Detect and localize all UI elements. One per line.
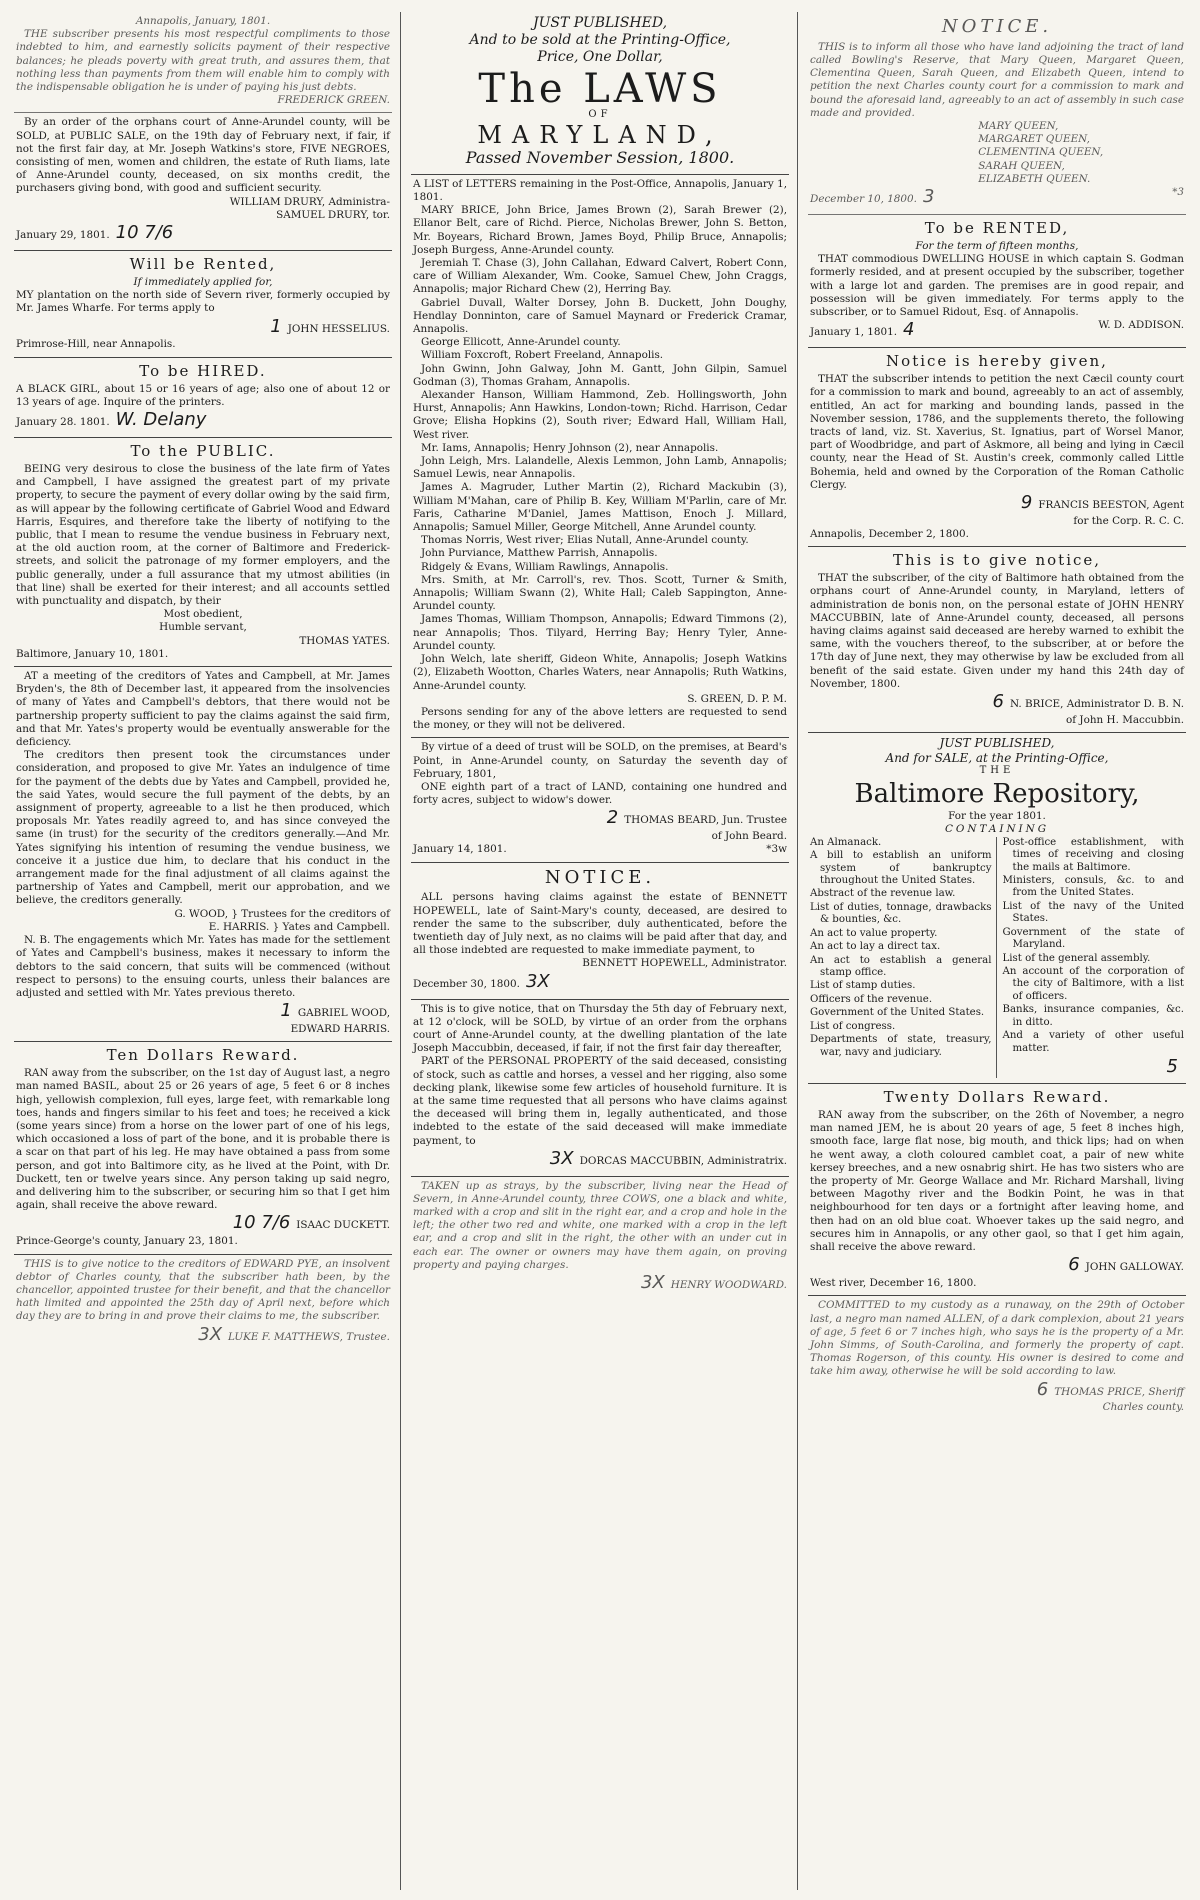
handwritten-mark: 5: [1166, 1056, 1178, 1078]
list-item: Gabriel Duvall, Walter Dorsey, John B. Duckett, John Doughy, Hendlay Donninton, care of Samuel Maynard or Frederick Cramar, Annapolis.: [413, 296, 787, 336]
handwritten-mark: 3X: [198, 1323, 223, 1345]
signature: G. WOOD, } Trustees for the creditors of: [174, 907, 390, 920]
ad-heading: NOTICE.: [941, 16, 1053, 37]
ad-paragraph: This is to give notice, that on Thursday the 5th day of February next, at 12 o'clock, will be SOLD, by virtue of an order from the orphans court of Anne-Arundel county, at the dwelling plantation of the late Joseph Maccubbin, deceased, if fair, if not the first fair day thereafter,: [413, 1002, 787, 1055]
ad-body: THE subscriber presents his most respectful compliments to those indebted to him, and earnestly solicits payment of their respective balances; he pleads poverty with great truth, and assures them, that nothing less than payments from them will enable him to comply with the indispensable obligation he is under of paying his just debts.: [16, 28, 390, 94]
list-item: List of the general assembly.: [1002, 952, 1151, 964]
ad-heading: To be HIRED.: [139, 361, 267, 380]
handwritten-mark: 10 7/6: [115, 222, 174, 244]
code: *3: [1172, 186, 1184, 199]
signature: SAMUEL DRURY, tor.: [276, 208, 390, 221]
date-row: [810, 319, 1184, 342]
ad-body: MY plantation on the north side of Severn river, formerly occupied by Mr. James Wharfe. For terms apply to: [16, 289, 390, 315]
contents-list: [810, 837, 1184, 1078]
line: OF: [588, 109, 612, 121]
list-item: Post-office establishment, with times of receiving and closing the mails at Baltimore.: [1002, 836, 1184, 873]
signature-row: [16, 316, 390, 339]
place: Primrose-Hill, near Annapolis.: [16, 338, 176, 351]
ad-queen: [808, 12, 1186, 215]
date: January 28. 1801.: [16, 416, 110, 429]
line: THE: [979, 764, 1015, 776]
list-item: John Leigh, Mrs. Lalandelle, Alexis Lemmon, John Lamb, Annapolis; Samuel Lewis, near Annapolis.: [413, 455, 787, 481]
signature-list: [810, 120, 1184, 186]
ad-body: TAKEN up as strays, by the subscriber, living near the Head of Severn, in Anne-Arundel county, three COWS, one a black and white, marked with a crop and slit in the right ear, and a crop and hole in the left; the other two red and white, one marked with a crop in the left ear, and a crop and slit in the right, the other with an under cut in each ear. The owner or owners may have them again, on proving property and paying charges.: [413, 1179, 787, 1271]
list-item: John Welch, late sheriff, Gideon White, Annapolis; Joseph Watkins (2), Elizabeth Wootton, Charles Waters, near Annapolis; Ruth Watkins, Anne-Arundel county.: [413, 653, 787, 692]
signature: GABRIEL WOOD,: [297, 1007, 390, 1020]
handwritten-mark: 2: [606, 807, 619, 829]
ad-heading: Ten Dollars Reward.: [106, 1046, 300, 1065]
title: The LAWS: [478, 66, 722, 113]
handwritten-mark: 1: [270, 315, 282, 337]
ad-drury: [14, 113, 392, 250]
ad-paragraph: N. B. The engagements which Mr. Yates has made for the settlement of Yates and Campbell's business, makes it necessary to inform the debtors to the said concern, that suits will be commenced (without respect to persons) to the ensuing courts, unless their balances are adjusted and settled with Mr. Yates previous thereto.: [16, 934, 390, 999]
date-row: [810, 186, 1184, 209]
signature: S. GREEN, D. P. M.: [687, 692, 787, 705]
ad-body: THAT commodious DWELLING HOUSE in which captain S. Godman formerly resided, and at present occupied by the subscriber, together with a large lot and garden. The premises are in good repair, and possession will be given immediately. For terms apply to the subscriber, or to Samuel Ridout, Esq. of Annapolis.: [810, 253, 1184, 319]
signature: HENRY WOODWARD.: [670, 1279, 787, 1292]
ad-body: THAT the subscriber, of the city of Baltimore hath obtained from the orphans court of Anne-Arundel county, in Maryland, letters of administration de bonis non, on the personal estate of JOHN HENRY MACCUBBIN, late of Anne-Arundel county, deceased, all persons having claims against said deceased are hereby warned to exhibit the same, with the vouchers thereof, to the subscriber, at or before the 17th day of June next, they may otherwise by law be excluded from all benefit of the said estate. Given under my hand this 24th day of November, 1800.: [810, 572, 1184, 690]
ad-heading: To be RENTED,: [924, 218, 1070, 237]
signature: of John Beard.: [711, 830, 787, 843]
ad-body: THIS is to inform all those who have land adjoining the tract of land called Bowling's Reserve, that Mary Queen, Margaret Queen, Clementina Queen, Sarah Queen, and Elizabeth Queen, intend to petition the next Charles county court for a commission to mark and bound the aforesaid land, agreeably to an act of assembly in such case made and provided.: [810, 40, 1184, 119]
date: December 10, 1800.: [810, 193, 917, 206]
list-item: John Gwinn, John Galway, John M. Gantt, John Gilpin, Samuel Godman (3), Thomas Graham, Annapolis.: [413, 362, 787, 388]
ad-yates: [14, 438, 392, 667]
ad-paragraph: AT a meeting of the creditors of Yates and Campbell, at Mr. James Bryden's, the 8th of December last, it appeared from the insolvencies of many of Yates and Campbell's debtors, that there would not be partnership property sufficient to pay the claims against the said firm, and that Mr. Yates's property would be eventually answerable for the deficiency.: [16, 670, 390, 749]
handwritten-mark: 3X: [640, 1272, 665, 1294]
signature: WILLIAM DRURY, Administra-: [229, 195, 390, 208]
title: Baltimore Repository,: [854, 778, 1140, 809]
closing: Most obedient,: [163, 608, 243, 621]
signature-row: [16, 1212, 390, 1235]
column-middle: [411, 12, 798, 1890]
signature: SARAH QUEEN,: [978, 159, 1065, 172]
signature-row: [413, 1272, 787, 1295]
list-item: An act to lay a direct tax.: [810, 941, 941, 953]
list-item: Alexander Hanson, William Hammond, Zeb. Hollingsworth, John Hurst, Annapolis; Ann Hawkins, London-town; Richd. Harrison, Cedar Grove; Elisha Hopkins (2), South river; Edward Hall, William Hall, West river.: [413, 389, 787, 441]
line: Price, One Dollar,: [537, 48, 663, 65]
handwritten-mark: 6: [992, 691, 1004, 713]
session: Passed November Session, 1800.: [465, 148, 735, 168]
ad-paragraph: PART of the PERSONAL PROPERTY of the said deceased, consisting of stock, such as cattle and horses, a vessel and her rigging, also some decking plank, likewise some few articles of household furniture. It is at the same time requested that all persons who have claims against the deceased will bring them in, legally authenticated, and those indebted to the estate of the said deceased will make immediate payment, to: [413, 1055, 787, 1147]
ad-body: THAT the subscriber intends to petition the next Cæcil county court for a commission to mark and bound, agreeably to an act of assembly, entitled, An act for marking and bounding lands, passed in the November session, 1786, and the supplements thereto, the following tracts of land, viz. St. Xaverius, St. Ignatius, part of Worsel Manor, part of Woodbridge, and part of Askmore, all being and lying in Cæcil county, near the Head of St. Austin's creek, commonly called Little Bohemia, held and owned by the Corporation of the Roman Catholic Clergy.: [810, 373, 1184, 491]
list-item: William Foxcroft, Robert Freeland, Annapolis.: [421, 349, 664, 362]
signature: ELIZABETH QUEEN.: [978, 172, 1091, 185]
list-item: Thomas Norris, West river; Elias Nutall, Anne-Arundel county.: [421, 534, 749, 547]
signature: N. BRICE, Administrator D. B. N.: [1010, 698, 1184, 711]
signature: FREDERICK GREEN.: [277, 94, 390, 107]
handwritten-mark: W. Delany: [115, 409, 207, 431]
line: JUST PUBLISHED,: [939, 736, 1055, 751]
date: January 1, 1801.: [810, 326, 898, 339]
list-item: List of congress.: [810, 1020, 896, 1032]
signature: LUKE F. MATTHEWS, Trustee.: [228, 1330, 390, 1343]
ad-creditors: [14, 667, 392, 1042]
ad-body: RAN away from the subscriber, on the 1st day of August last, a negro man named BASIL, about 25 or 26 years of age, 5 feet 6 or 8 inches high, yellowish complexion, full eyes, large feet, with remarkable long toes, hands and fingers similar to his feet and toes; he received a kick (some years since) from a horse on the lower part of one of his legs, which occasioned a loss of part of the bone, and it is probable there is a scar on that part of his leg. He may have obtained a pass from some person, and got into Baltimore city, as he lived at the Point, with Dr. Duckett, ten or twelve years since. Any person taking up said negro, and delivering him to the subscriber, or securing him so that I get him again, shall receive the above reward.: [16, 1067, 390, 1212]
date-row: [16, 222, 390, 245]
place: Prince-George's county, January 23, 1801.: [16, 1235, 238, 1248]
handwritten-mark: 3X: [549, 1147, 574, 1169]
handwritten-mark: 1: [280, 1000, 292, 1022]
date-row: [16, 409, 390, 432]
ad-duckett: [14, 1042, 392, 1254]
signature: E. HARRIS. } Yates and Campbell.: [208, 920, 390, 933]
ad-addison: [808, 215, 1186, 348]
ad-heading: Twenty Dollars Reward.: [883, 1088, 1111, 1107]
list-item: Abstract of the revenue law.: [810, 888, 956, 900]
date-row: [413, 971, 787, 994]
list-item: Mr. Iams, Annapolis; Henry Johnson (2), near Annapolis.: [421, 441, 719, 454]
signature: JOHN HESSELIUS.: [287, 322, 390, 335]
contents-right: [1003, 837, 1185, 1078]
signature-row: [810, 691, 1184, 714]
ad-beard: [411, 738, 789, 862]
list-item: Ministers, consuls, &c. to and from the United States.: [1002, 874, 1184, 899]
signature: of John H. Maccubbin.: [1066, 713, 1184, 726]
list-item: Jeremiah T. Chase (3), John Callahan, Edward Calvert, Robert Conn, care of William Alexander, Wm. Cooke, Samuel Chew, John Craggs, Annapolis; major Richard Chew (2), Herring Bay.: [413, 257, 787, 296]
list-item: List of the navy of the United States.: [1002, 900, 1184, 925]
list-item: Mrs. Smith, at Mr. Carroll's, rev. Thos. Scott, Turner & Smith, Annapolis; William Swann (2), White Hall; Caleb Sappington, Anne-Arundel county.: [413, 573, 787, 613]
date: January 14, 1801.: [413, 843, 507, 856]
ad-hopewell: [411, 863, 789, 1000]
list-title: A LIST of LETTERS remaining in the Post-Office, Annapolis, January 1, 1801.: [413, 177, 787, 203]
ad-matthews: [14, 1255, 392, 1352]
dateline: Annapolis, January, 1801.: [135, 15, 271, 27]
handwritten-mark: 10 7/6: [232, 1212, 291, 1234]
signature: THOMAS YATES.: [299, 634, 390, 647]
list-item: James A. Magruder, Luther Martin (2), Richard Mackubin (3), William M'Mahan, care of Philip B. Key, William M'Parlin, care of Mr. Faris, Catharine M'Daniel, James Mattison, Enoch J. Millard, Annapolis; Samuel Miller, George Mitchell, Anne Arundel county.: [413, 481, 787, 534]
list-item: Officers of the revenue.: [810, 993, 933, 1005]
handwritten-mark: 9: [1020, 491, 1033, 513]
list-item: List of stamp duties.: [810, 980, 916, 992]
signature-row: [810, 492, 1184, 515]
list-item: Government of the United States.: [810, 1007, 985, 1019]
ad-galloway: [808, 1084, 1186, 1296]
list-item: John Purviance, Matthew Parrish, Annapolis.: [421, 547, 658, 560]
signature: BENNETT HOPEWELL, Administrator.: [582, 957, 787, 970]
containing: CONTAINING: [944, 823, 1050, 836]
list-item: Banks, insurance companies, &c. in ditto.: [1002, 1004, 1184, 1028]
ad-laws: [411, 12, 789, 175]
signature-row: [16, 1324, 390, 1347]
ad-paragraph: By virtue of a deed of trust will be SOLD, on the premises, at Beard's Point, in Anne-Arundel county, on Saturday the seventh day of February, 1801,: [413, 741, 787, 780]
ad-heading: This is to give notice,: [892, 551, 1102, 570]
signature: MARY QUEEN,: [978, 120, 1059, 133]
list-item: And a variety of other useful matter.: [1002, 1030, 1184, 1054]
ad-body: By an order of the orphans court of Anne-Arundel county, will be SOLD, at PUBLIC SALE, on the 19th day of February next, if fair, if not the first fair day, at Mr. Joseph Watkins's store, FIVE NEGROES, consisting of men, women and children, the estate of Ruth Iiams, late of Anne-Arundel county, deceased, on six months credit, the purchasers giving bond, with good and sufficient security.: [16, 116, 390, 195]
subheading: If immediately applied for,: [133, 275, 273, 288]
contents-left: [810, 837, 997, 1078]
note: Persons sending for any of the above letters are requested to send the money, or they will not be delivered.: [413, 705, 787, 732]
date: December 30, 1800.: [413, 977, 520, 990]
list-item: An account of the corporation of the city of Baltimore, with a list of officers.: [1002, 966, 1184, 1002]
signature-row: [413, 1148, 787, 1171]
signature: THOMAS BEARD, Jun. Trustee: [624, 814, 787, 827]
ad-body: A BLACK GIRL, about 15 or 16 years of age; also one of about 12 or 13 years of age. Inquire of the printers.: [16, 382, 390, 408]
date: Annapolis, December 2, 1800.: [810, 528, 969, 541]
list-item: Ridgely & Evans, William Rawlings, Annapolis.: [421, 560, 669, 573]
line: And for SALE, at the Printing-Office,: [885, 750, 1109, 765]
signature: ISAAC DUCKETT.: [296, 1219, 390, 1232]
year: For the year 1801.: [948, 810, 1046, 823]
list-item: A bill to establish an uniform system of bankruptcy throughout the United States.: [810, 850, 992, 886]
list-item: MARY BRICE, John Brice, James Brown (2), Sarah Brewer (2), Ellanor Belt, care of Richd. Pierce, Nicholas Brewer, John S. Betton, Mr. Boyears, Richard Brown, James Boyd, Philip Bruce, Annapolis; Joseph Burgess, Anne-Arundel county.: [413, 204, 787, 256]
signature: EDWARD HARRIS.: [290, 1022, 390, 1035]
handwritten-mark: 4: [903, 319, 915, 341]
list-item: List of duties, tonnage, drawbacks & bounties, &c.: [810, 901, 992, 926]
ad-body: ALL persons having claims against the estate of BENNETT HOPEWELL, late of Saint-Mary's county, deceased, are desired to render the same to the subscriber, duly authenticated, before the twentieth day of July next, as no claims will be paid after that day, and all those indebted are requested to make immediate payment, to: [413, 891, 787, 957]
handwritten-mark: 3: [922, 186, 935, 208]
signature: W. D. ADDISON.: [1098, 319, 1184, 332]
signature: JOHN GALLOWAY.: [1085, 1261, 1184, 1274]
letters-list: [413, 204, 787, 693]
ad-letters: [411, 175, 789, 739]
column-left: [14, 12, 401, 1890]
ad-paragraph: The creditors then present took the circumstances under consideration, and proposed to give Mr. Yates an indulgence of time for the payment of the debts due by Yates and Campbell, provided he, the said Yates, would secure the full payment of the debts, by an assignment of property, agreeable to a list he then produced, which proposals Mr. Yates readily agreed to, and has since conveyed the same (in trust) for the security of the creditors generally.—And Mr. Yates signifying his intention of resuming the vendue business, we conceive it a justice due him, to declare that his conduct in the arrangement made for the final adjustment of all claims against the partnership of Yates and Campbell, merit our approbation, and we believe, the creditors generally.: [16, 749, 390, 907]
list-item: An act to establish a general stamp office.: [810, 954, 992, 978]
line: And to be sold at the Printing-Office,: [469, 31, 731, 48]
signature: Charles county.: [1102, 1401, 1184, 1414]
ad-brice: [808, 547, 1186, 733]
ad-hired: [14, 358, 392, 438]
signature: MARGARET QUEEN,: [978, 133, 1090, 146]
list-item: An Almanack.: [810, 836, 882, 848]
date-row: [413, 843, 787, 856]
signature: DORCAS MACCUBBIN, Administratrix.: [579, 1154, 787, 1167]
ad-green: [14, 12, 392, 113]
line: JUST PUBLISHED,: [532, 15, 668, 31]
ad-heading: NOTICE.: [544, 866, 656, 888]
signature-row: [810, 1379, 1184, 1402]
ad-price: [808, 1296, 1186, 1419]
ad-repository: [808, 733, 1186, 1084]
ad-body: COMMITTED to my custody as a runaway, on the 29th of October last, a negro man named ALLEN, of a dark complexion, about 21 years of age, 5 feet 6 or 7 inches high, who says he is the property of a Mr. John Simms, of South-Carolina, and formerly the property of capt. Thomas Rogerson, of this county. His owner is desired to come and take him away, otherwise he will be sold according to law.: [810, 1299, 1184, 1378]
signature-row: [16, 1000, 390, 1023]
list-item: James Thomas, William Thompson, Annapolis; Edward Timmons (2), near Annapolis; Thos. Tilyard, Herring Bay; Henry Tyler, Anne-Arundel county.: [413, 613, 787, 652]
ad-body: RAN away from the subscriber, on the 26th of November, a negro man named JEM, he is about 20 years of age, 5 feet 8 inches high, smooth face, large flat nose, big mouth, and thick lips; had on when he went away, a cloth coloured camblet coat, a pair of new white kersey breeches, and a new osnabrig shirt. He has two sisters who are the property of Mr. George Wallace and Mr. Richard Marshall, living between Magothy river and the Bodkin Point, he was in that neighbourhood for ten days or a fortnight after leaving home, and then had on an old blue coat. Whoever takes up the said negro, and secures him in Annapolis, or any other gaol, so that I get him again, shall receive the above reward.: [810, 1109, 1184, 1254]
date: January 29, 1801.: [16, 229, 110, 242]
signature: for the Corp. R. C. C.: [1073, 514, 1184, 527]
ad-heading: Will be Rented,: [129, 254, 277, 273]
ad-heading: Notice is hereby given,: [886, 352, 1108, 371]
state-name: MARYLAND,: [477, 121, 723, 150]
signature: FRANCIS BEESTON, Agent: [1038, 498, 1184, 511]
ad-hesselius: [14, 251, 392, 358]
ad-body: THIS is to give notice to the creditors of EDWARD PYE, an insolvent debtor of Charles county, that the subscriber hath been, by the chancellor, appointed trustee for their benefit, and that the chancellor hath limited and appointed the 25th day of April next, before which day they are to bring in and prove their claims to me, the subscriber.: [16, 1257, 390, 1323]
signature: CLEMENTINA QUEEN,: [978, 146, 1104, 159]
ad-woodward: [411, 1177, 789, 1300]
column-right: [808, 12, 1186, 1890]
code: *3w: [766, 843, 787, 856]
ad-beeston: [808, 348, 1186, 547]
list-item: George Ellicott, Anne-Arundel county.: [421, 336, 621, 349]
ad-paragraph: ONE eighth part of a tract of LAND, containing one hundred and forty acres, subject to widow's dower.: [413, 780, 787, 807]
signature-row: [810, 1254, 1184, 1277]
closing: Humble servant,: [159, 621, 247, 634]
ad-body: BEING very desirous to close the business of the late firm of Yates and Campbell, I have assigned the greatest part of my private property, to secure the payment of every dollar owing by the said firm, as will appear by the following certificate of Gabriel Wood and Edward Harris, Esquires, and therefore take the liberty of notifying to the public, that I mean to resume the vendue business in February next, at the old auction room, at the corner of Baltimore and Frederick-streets, and solicit the patronage of my former employers, and the public generally, under a full assurance that my utmost abilities (in that line) shall be exerted for their interest; and all accounts settled with punctuality and dispatch, by their: [16, 462, 390, 608]
ad-heading: To the PUBLIC.: [130, 441, 276, 460]
ad-maccubbin: [411, 1000, 789, 1177]
date: Baltimore, January 10, 1801.: [16, 647, 169, 660]
handwritten-mark: 6: [1036, 1378, 1049, 1400]
subheading: For the term of fifteen months,: [915, 240, 1079, 252]
handwritten-mark: 6: [1068, 1254, 1080, 1276]
signature: THOMAS PRICE, Sheriff: [1054, 1385, 1184, 1398]
list-item: Government of the state of Maryland.: [1002, 926, 1184, 951]
signature-row: [413, 807, 787, 830]
list-item: An act to value property.: [810, 927, 938, 939]
date: West river, December 16, 1800.: [810, 1277, 977, 1290]
handwritten-mark: 3X: [525, 970, 550, 992]
list-item: Departments of state, treasury, war, navy and judiciary.: [810, 1034, 992, 1058]
